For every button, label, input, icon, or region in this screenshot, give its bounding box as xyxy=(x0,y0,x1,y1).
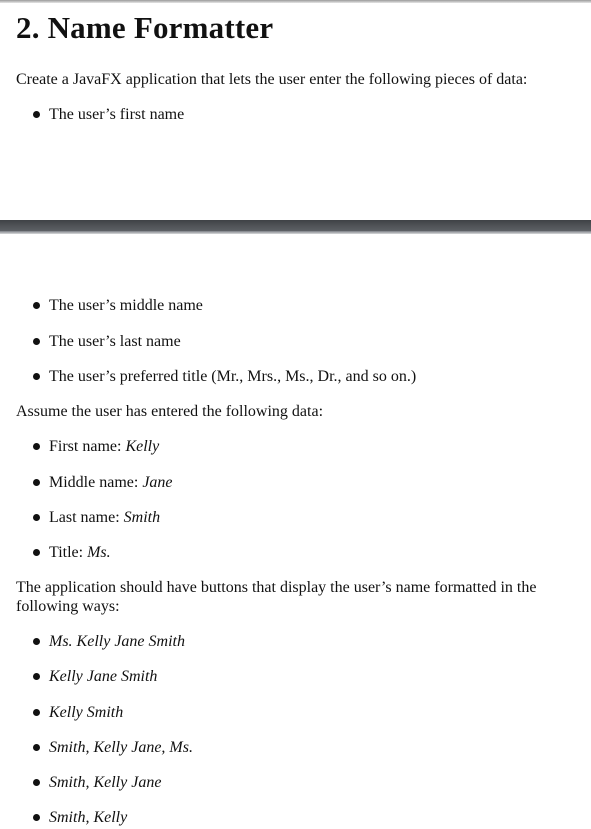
bullet-icon xyxy=(33,638,40,645)
bullet-icon xyxy=(33,338,40,345)
list-item-text: Smith, Kelly xyxy=(49,809,128,826)
bullet-icon xyxy=(33,111,40,118)
list-item-text: The user’s preferred title (Mr., Mrs., Ms., Dr., and so on.) xyxy=(49,368,417,385)
bullet-icon xyxy=(33,479,40,486)
list-item-text xyxy=(49,543,111,563)
bullet-icon xyxy=(33,443,40,450)
list-item xyxy=(0,543,591,563)
list-item-text: The user’s middle name xyxy=(49,297,203,314)
field-label: Middle name: xyxy=(49,474,143,491)
bullet-icon xyxy=(33,814,40,821)
field-value: Jane xyxy=(142,474,173,491)
field-label: First name: xyxy=(49,438,126,455)
list-item-text: Kelly Jane Smith xyxy=(49,668,158,685)
list-item xyxy=(0,105,591,125)
list-item xyxy=(0,473,591,493)
list-item-text xyxy=(49,437,159,457)
page-break-edge xyxy=(0,231,591,234)
bullet-icon xyxy=(33,744,40,751)
field-value: Smith xyxy=(123,509,161,526)
bullet-icon xyxy=(33,373,40,380)
list-item-text: Ms. Kelly Jane Smith xyxy=(49,633,185,650)
list-item xyxy=(0,773,591,793)
list-item-text: Kelly Smith xyxy=(49,704,124,721)
list-item-text: The user’s last name xyxy=(49,333,181,350)
field-label: Title: xyxy=(49,544,88,561)
list-item-text: Smith, Kelly Jane xyxy=(49,774,162,791)
list-item xyxy=(0,332,591,352)
list-item xyxy=(0,367,591,387)
list-item xyxy=(0,667,591,687)
list-item-text xyxy=(49,508,160,528)
list-item xyxy=(0,296,591,316)
list-item-text xyxy=(49,473,173,493)
bullet-icon xyxy=(33,779,40,786)
intro-paragraph: Create a JavaFX application that lets the user enter the following pieces of data: xyxy=(16,71,528,88)
bullet-icon xyxy=(33,673,40,680)
list-item xyxy=(0,508,591,528)
assume-paragraph: Assume the user has entered the following data: xyxy=(16,403,324,420)
bullet-icon xyxy=(33,514,40,521)
list-item xyxy=(0,437,591,457)
page-title: 2. Name Formatter xyxy=(16,10,274,45)
bullet-icon xyxy=(33,549,40,556)
top-rule xyxy=(0,0,591,3)
bullet-icon xyxy=(33,302,40,309)
bullet-icon xyxy=(33,709,40,716)
field-value: Kelly xyxy=(125,438,160,455)
list-item xyxy=(0,738,591,758)
field-label: Last name: xyxy=(49,509,124,526)
list-item xyxy=(0,703,591,723)
buttons-paragraph: The application should have buttons that display the user’s name formatted in the following ways: xyxy=(16,579,537,615)
list-item-text: Smith, Kelly Jane, Ms. xyxy=(49,739,193,756)
field-value: Ms. xyxy=(87,544,111,561)
list-item xyxy=(0,632,591,652)
list-item-text: The user’s first name xyxy=(49,106,185,123)
list-item xyxy=(0,808,591,828)
